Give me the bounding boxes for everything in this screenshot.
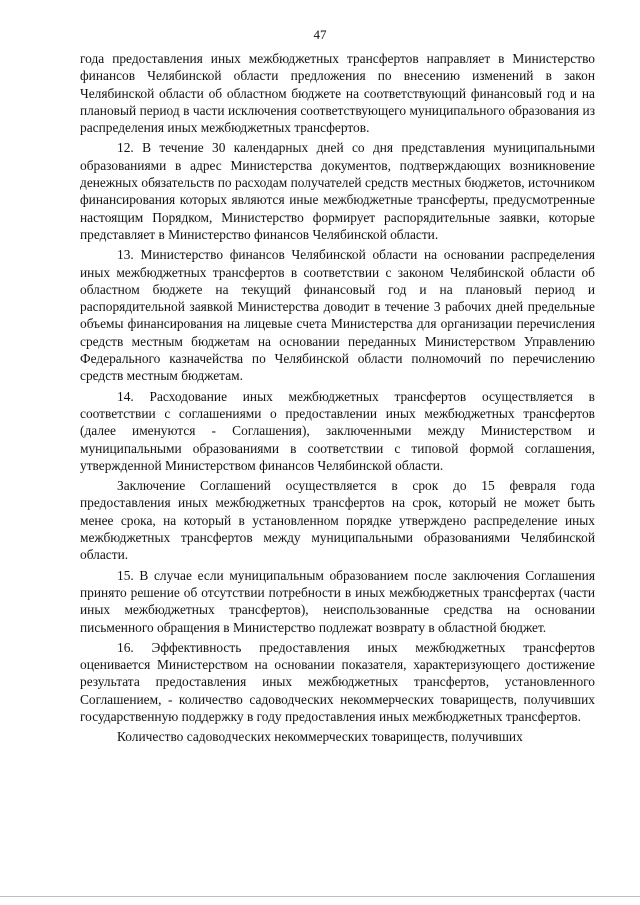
paragraph-agreements: Заключение Соглашений осуществляется в срок до 15 февраля года предоставления иных межбюджетных трансфертов на срок, который не может быть менее срока, на который в установленном порядке утверждено распределение иных межбюджетных трансфертов между муниципальными образованиями Челябинской области. bbox=[80, 478, 595, 563]
paragraph-12: 12. В течение 30 календарных дней со дня представления муниципальными образованиями в адрес Министерства документов, подтверждающих возникновение денежных обязательств по расходам получателей средств местных бюджетов, источником финансирования которых являются иные межбюджетные трансферты, предусмотренные настоящим Порядком, Министерство формирует распорядительные заявки, которые представляет в Министерство финансов Челябинской области. bbox=[80, 140, 595, 242]
paragraph-continuation: года предоставления иных межбюджетных трансфертов направляет в Министерство финансов Челябинской области предложения по внесению изменений в закон Челябинской области об областном бюджете на соответствующий финансовый год и на плановый период в части исключения соответствующего муниципального образования из распределения иных межбюджетных трансфертов. bbox=[80, 51, 595, 136]
page-number: 47 bbox=[313, 27, 327, 42]
paragraph-13: 13. Министерство финансов Челябинской области на основании распределения иных межбюджетных трансфертов в соответствии с законом Челябинской области об областном бюджете на текущий финансовый год и на плановый период и распорядительной заявкой Министерства доводит в течение 3 рабочих дней предельные объемы финансирования на лицевые счета Министерства для организации перечисления средств местным бюджетам на основании переданных Министерством Управлению Федерального казначейства по Челябинской области полномочий по перечислению средств местным бюджетам. bbox=[80, 247, 595, 384]
paragraph-14: 14. Расходование иных межбюджетных трансфертов осуществляется в соответствии с соглашениями о предоставлении иных межбюджетных трансфертов (далее именуются - Соглашения), заключенными между Министерством и муниципальными образованиями в соответствии с типовой формой соглашения, утвержденной Министерством финансов Челябинской области. bbox=[80, 388, 595, 473]
document-body bbox=[80, 50, 595, 749]
paragraph-15: 15. В случае если муниципальным образованием после заключения Соглашения принято решение об отсутствии потребности в иных межбюджетных трансфертах (части иных межбюджетных трансфертов), неиспользованные средства на основании письменного обращения в Министерство подлежат возврату в областной бюджет. bbox=[80, 567, 595, 635]
page-bottom-rule bbox=[0, 896, 640, 897]
paragraph-16: 16. Эффективность предоставления иных межбюджетных трансфертов оценивается Министерством на основании показателя, характеризующего достижение результата предоставления иных межбюджетных трансфертов, установленного Соглашением, - количество садоводческих некоммерческих товариществ, получивших государственную поддержку в году предоставления иных межбюджетных трансфертов. bbox=[80, 639, 595, 724]
paragraph-count: Количество садоводческих некоммерческих товариществ, получивших bbox=[117, 729, 523, 745]
